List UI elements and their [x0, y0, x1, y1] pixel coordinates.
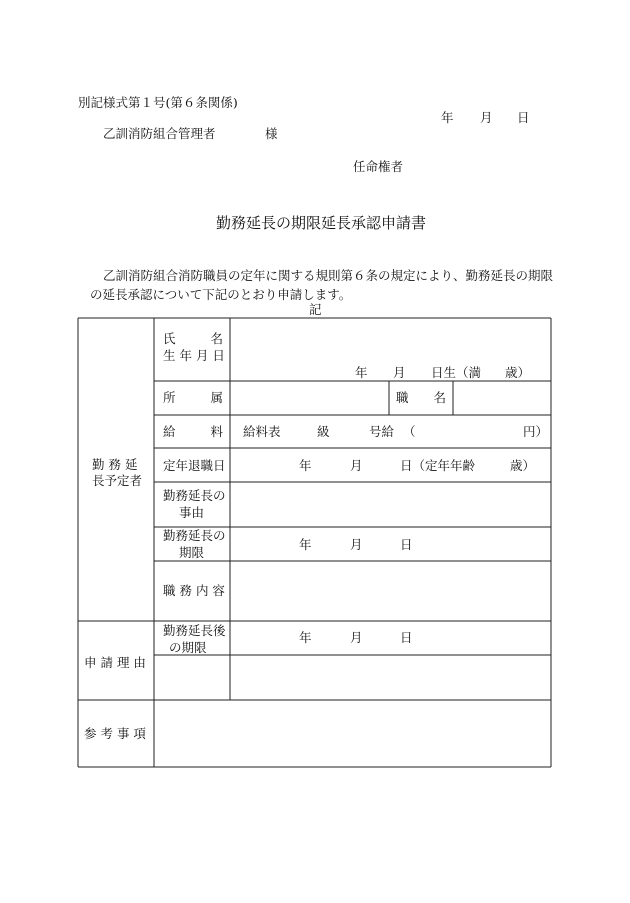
date-day-label: 日	[517, 110, 530, 125]
section-scheduled-person-2: 長予定者	[92, 473, 143, 488]
extension-reason-label-2: 事由	[179, 505, 205, 520]
name-label-char-1: 氏	[163, 331, 176, 346]
page-title: 勤務延長の期限延長承認申請書	[216, 214, 427, 232]
extension-limit-label-1: 勤務延長の	[163, 528, 226, 543]
extension-limit-label-2: 期限	[179, 545, 205, 560]
after-limit-month-unit: 月	[350, 630, 363, 645]
salary-grade-unit: 級	[317, 424, 330, 439]
honorific: 様	[265, 126, 278, 141]
birth-year-unit: 年	[355, 365, 368, 380]
after-limit-day-unit: 日	[400, 630, 413, 645]
affiliation-label-char-1: 所	[163, 390, 176, 405]
section-scheduled-person-1: 勤 務 延	[92, 457, 138, 472]
retire-day-unit: 日（定年年齢	[400, 458, 476, 473]
retire-year-unit: 年	[299, 458, 312, 473]
name-label	[163, 332, 223, 346]
duties-label: 職 務 内 容	[163, 583, 225, 598]
ext-limit-month-unit: 月	[350, 537, 363, 552]
position-label	[396, 391, 446, 405]
date-month-label: 月	[480, 110, 493, 125]
salary-yen-unit: 円）	[523, 424, 549, 439]
appointer-label: 任命権者	[353, 159, 404, 174]
extension-reason-label-1: 勤務延長の	[163, 488, 226, 503]
after-limit-label-1: 勤務延長後	[163, 623, 226, 638]
position-label-char-1: 職	[396, 390, 409, 405]
date-year-label: 年	[441, 110, 454, 125]
retire-month-unit: 月	[350, 458, 363, 473]
affiliation-label-char-2: 属	[210, 390, 223, 405]
position-label-char-2: 名	[433, 390, 446, 405]
ext-limit-day-unit: 日	[400, 537, 413, 552]
retirement-date-label: 定年退職日	[163, 458, 226, 473]
affiliation-label	[163, 391, 223, 405]
form-number: 別記様式第１号(第６条関係)	[78, 95, 238, 110]
after-limit-label-2: の期限	[169, 640, 207, 655]
name-label-char-2: 名	[210, 331, 223, 346]
birth-day-unit: 日生（満	[431, 365, 482, 380]
section-reference: 参 考 事 項	[84, 726, 146, 741]
salary-step-unit: 号給	[369, 424, 395, 439]
body-line-1: 乙訓消防組合消防職員の定年に関する規則第６条の規定により、勤務延長の期限	[103, 268, 554, 283]
body-line-2: の延長承認について下記のとおり申請します。	[90, 287, 352, 302]
retire-age-unit: 歳）	[510, 458, 536, 473]
after-limit-year-unit: 年	[299, 630, 312, 645]
section-reason: 申 請 理 由	[84, 655, 146, 670]
birth-month-unit: 月	[393, 365, 406, 380]
addressee: 乙訓消防組合管理者	[103, 126, 216, 141]
birthdate-label: 生 年 月 日	[163, 348, 225, 363]
salary-open-paren: （	[403, 424, 416, 439]
salary-label-char-2: 料	[210, 424, 223, 439]
salary-table-unit: 給料表	[243, 424, 281, 439]
salary-label-char-1: 給	[163, 424, 176, 439]
ki-label: 記	[309, 302, 322, 317]
ext-limit-year-unit: 年	[299, 537, 312, 552]
birth-age-unit: 歳）	[505, 365, 531, 380]
salary-label	[163, 425, 223, 439]
